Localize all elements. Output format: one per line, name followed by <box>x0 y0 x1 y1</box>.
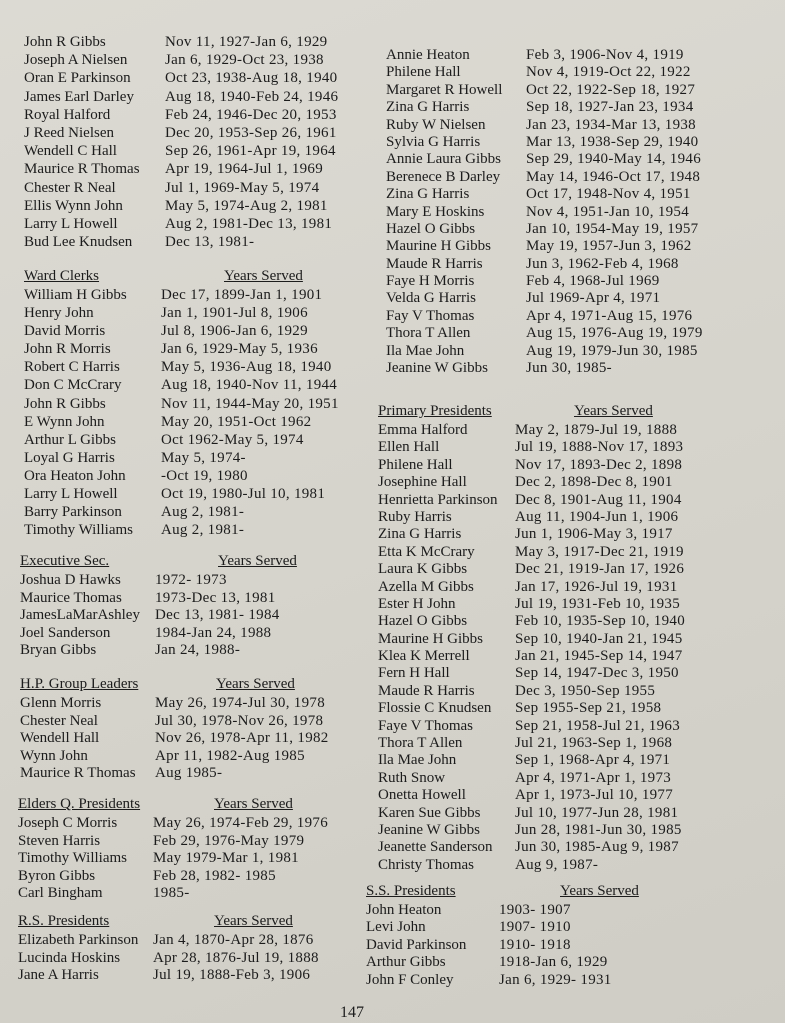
years-served: Dec 20, 1953-Sep 26, 1961 <box>165 124 337 141</box>
person-name: Hazel O Gibbs <box>386 220 476 237</box>
years-served: May 14, 1946-Oct 17, 1948 <box>526 168 701 185</box>
person-name: Chester R Neal <box>24 179 116 196</box>
years-served: Oct 22, 1922-Sep 18, 1927 <box>526 81 696 98</box>
person-name: JamesLaMarAshley <box>20 607 140 624</box>
person-name: Maude R Harris <box>378 682 475 699</box>
years-served: Jan 24, 1988- <box>155 642 241 659</box>
person-name: Bryan Gibbs <box>20 642 97 659</box>
years-served: Sep 10, 1940-Jan 21, 1945 <box>515 630 683 647</box>
person-name: Ila Mae John <box>386 342 465 359</box>
page-number: 147 <box>340 1004 364 1021</box>
years-served: Mar 13, 1938-Sep 29, 1940 <box>526 133 699 150</box>
person-name: Flossie C Knudsen <box>378 700 492 717</box>
person-name: Jane A Harris <box>18 967 99 983</box>
years-served: Aug 18, 1940-Nov 11, 1944 <box>161 377 338 394</box>
person-name: Oran E Parkinson <box>24 70 131 87</box>
person-name: John R Gibbs <box>24 34 106 50</box>
person-name: Wendell C Hall <box>24 143 117 160</box>
person-name: Ellis Wynn John <box>24 197 123 214</box>
person-name: Zina G Harris <box>378 526 462 543</box>
person-name: Emma Halford <box>378 422 468 438</box>
person-name: Joel Sanderson <box>20 624 111 641</box>
person-name: Hazel O Gibbs <box>378 613 468 630</box>
years-served: Jun 3, 1962-Feb 4, 1968 <box>526 255 679 272</box>
years-served: Jun 30, 1985-Aug 9, 1987 <box>515 839 679 856</box>
years-served: Jul 8, 1906-Jan 6, 1929 <box>161 323 308 340</box>
person-name: Maurine H Gibbs <box>386 238 491 255</box>
person-name: Philene Hall <box>386 64 461 81</box>
person-name: Velda G Harris <box>386 290 476 307</box>
years-served: Nov 4, 1951-Jan 10, 1954 <box>526 203 690 220</box>
person-name: Klea K Merrell <box>378 648 470 665</box>
years-served: Apr 19, 1964-Jul 1, 1969 <box>165 161 324 178</box>
years-served: Sep 18, 1927-Jan 23, 1934 <box>526 99 694 116</box>
person-name: Ruby W Nielsen <box>386 116 486 133</box>
years-served: Jan 21, 1945-Sep 14, 1947 <box>515 648 683 665</box>
person-name: Sylvia G Harris <box>386 133 481 150</box>
years-served: 1910- 1918 <box>499 936 571 953</box>
person-name: Ila Mae John <box>378 752 457 769</box>
person-name: Fay V Thomas <box>386 307 475 324</box>
person-name: Chester Neal <box>20 712 98 729</box>
years-served: Aug 2, 1981- <box>161 504 245 521</box>
person-name: Henrietta Parkinson <box>378 491 498 508</box>
person-name: Onetta Howell <box>378 787 466 804</box>
years-served: Aug 15, 1976-Aug 19, 1979 <box>526 325 703 342</box>
person-name: Jeanette Sanderson <box>378 839 493 856</box>
person-name: Thora T Allen <box>378 735 463 752</box>
years-served-label: Years Served <box>214 796 293 812</box>
section-title: Elders Q. Presidents <box>18 796 141 812</box>
person-name: Steven Harris <box>18 832 101 849</box>
years-served: Nov 11, 1944-May 20, 1951 <box>161 395 339 412</box>
years-served: Jul 30, 1978-Nov 26, 1978 <box>155 712 324 729</box>
years-served: Oct 19, 1980-Jul 10, 1981 <box>161 486 326 503</box>
person-name: Maurice R Thomas <box>24 161 140 178</box>
person-name: John R Morris <box>24 341 111 358</box>
years-served: Feb 29, 1976-May 1979 <box>153 832 305 849</box>
section-title: S.S. Presidents <box>366 883 456 899</box>
years-served: Oct 17, 1948-Nov 4, 1951 <box>526 186 691 203</box>
years-served: Apr 1, 1973-Jul 10, 1977 <box>515 787 674 804</box>
years-served: Jan 17, 1926-Jul 19, 1931 <box>515 578 678 595</box>
person-name: Maurice Thomas <box>20 589 122 606</box>
person-name: Joseph C Morris <box>18 815 118 831</box>
person-name: David Morris <box>24 323 106 340</box>
person-name: James Earl Darley <box>24 88 134 105</box>
person-name: Ellen Hall <box>378 439 440 456</box>
person-name: Timothy Williams <box>24 522 134 539</box>
years-served: Sep 1, 1968-Apr 4, 1971 <box>515 752 671 769</box>
person-name: David Parkinson <box>366 936 467 953</box>
years-served: Aug 9, 1987- <box>515 856 599 873</box>
years-served: Jun 30, 1985- <box>526 360 612 377</box>
years-served: 1985- <box>153 885 190 901</box>
years-served: Jul 19, 1888-Nov 17, 1893 <box>515 439 684 456</box>
person-name: Maurine H Gibbs <box>378 630 483 647</box>
person-name: Levi John <box>366 919 426 936</box>
person-name: Etta K McCrary <box>378 543 475 560</box>
years-served: Dec 21, 1919-Jan 17, 1926 <box>515 561 685 578</box>
years-served: Jan 4, 1870-Apr 28, 1876 <box>153 932 314 948</box>
years-served: Apr 11, 1982-Aug 1985 <box>155 747 305 764</box>
person-name: Royal Halford <box>24 106 111 123</box>
person-name: John Heaton <box>366 902 442 918</box>
years-served: Nov 26, 1978-Apr 11, 1982 <box>155 730 329 746</box>
person-name: J Reed Nielsen <box>24 124 114 141</box>
person-name: Don C McCrary <box>24 377 122 394</box>
person-name: Elizabeth Parkinson <box>18 932 139 948</box>
person-name: John F Conley <box>366 971 454 988</box>
years-served: May 5, 1974-Aug 2, 1981 <box>165 197 328 214</box>
person-name: Zina G Harris <box>386 186 470 203</box>
years-served-label: Years Served <box>574 403 653 419</box>
years-served: Oct 1962-May 5, 1974 <box>161 431 304 448</box>
person-name: Carl Bingham <box>18 885 103 901</box>
years-served: Jul 1, 1969-May 5, 1974 <box>165 179 320 196</box>
years-served: Dec 17, 1899-Jan 1, 1901 <box>161 287 323 303</box>
section-title: Primary Presidents <box>378 403 492 419</box>
person-name: Christy Thomas <box>378 856 474 873</box>
person-name: Loyal G Harris <box>24 449 115 466</box>
years-served: 1972- 1973 <box>155 572 227 588</box>
person-name: Glenn Morris <box>20 695 102 711</box>
years-served: 1973-Dec 13, 1981 <box>155 589 276 606</box>
years-served: Jul 19, 1888-Feb 3, 1906 <box>153 967 311 983</box>
years-served: Jul 10, 1977-Jun 28, 1981 <box>515 804 679 821</box>
person-name: William H Gibbs <box>24 287 127 303</box>
years-served-label: Years Served <box>218 553 297 569</box>
person-name: Laura K Gibbs <box>378 561 468 578</box>
years-served: Apr 28, 1876-Jul 19, 1888 <box>153 949 319 966</box>
years-served: Jan 6, 1929-May 5, 1936 <box>161 341 318 358</box>
years-served: 1984-Jan 24, 1988 <box>155 624 272 641</box>
person-name: E Wynn John <box>24 413 105 430</box>
years-served: Oct 23, 1938-Aug 18, 1940 <box>165 70 338 87</box>
person-name: Byron Gibbs <box>18 867 96 884</box>
person-name: Robert C Harris <box>24 359 120 376</box>
years-served: Aug 2, 1981- <box>161 522 245 539</box>
person-name: Arthur Gibbs <box>366 954 446 971</box>
person-name: Ora Heaton John <box>24 467 126 484</box>
years-served: -Oct 19, 1980 <box>161 467 248 484</box>
person-name: John R Gibbs <box>24 395 106 412</box>
years-served: May 5, 1974- <box>161 449 246 466</box>
years-served: May 3, 1917-Dec 21, 1919 <box>515 543 684 560</box>
person-name: Larry L Howell <box>24 486 118 503</box>
person-name: Maurice R Thomas <box>20 765 136 781</box>
years-served: May 1979-Mar 1, 1981 <box>153 850 299 866</box>
years-served: Aug 1985- <box>155 765 223 781</box>
person-name: Azella M Gibbs <box>378 578 474 595</box>
person-name: Philene Hall <box>378 456 453 473</box>
person-name: Timothy Williams <box>18 850 128 866</box>
years-served: May 20, 1951-Oct 1962 <box>161 413 312 430</box>
years-served: Jul 1969-Apr 4, 1971 <box>526 290 661 307</box>
years-served: Dec 8, 1901-Aug 11, 1904 <box>515 491 682 508</box>
person-name: Thora T Allen <box>386 325 471 342</box>
person-name: Lucinda Hoskins <box>18 949 121 966</box>
person-name: Ruth Snow <box>378 769 446 786</box>
years-served: Nov 11, 1927-Jan 6, 1929 <box>165 34 328 50</box>
person-name: Zina G Harris <box>386 99 470 116</box>
years-served: Aug 18, 1940-Feb 24, 1946 <box>165 88 339 105</box>
person-name: Fern H Hall <box>378 665 450 682</box>
years-served: 1918-Jan 6, 1929 <box>499 954 608 971</box>
years-served: Nov 4, 1919-Oct 22, 1922 <box>526 64 691 81</box>
years-served: May 2, 1879-Jul 19, 1888 <box>515 422 678 438</box>
section-title: H.P. Group Leaders <box>20 676 139 692</box>
years-served: May 26, 1974-Feb 29, 1976 <box>153 815 328 831</box>
years-served: Jan 6, 1929-Oct 23, 1938 <box>165 52 324 69</box>
years-served: Dec 2, 1898-Dec 8, 1901 <box>515 474 673 491</box>
years-served: Apr 4, 1971-Aug 15, 1976 <box>526 307 693 324</box>
person-name: Jeanine W Gibbs <box>386 360 488 377</box>
years-served: Jan 6, 1929- 1931 <box>499 971 612 988</box>
years-served: Apr 4, 1971-Apr 1, 1973 <box>515 769 672 786</box>
section-title: Executive Sec. <box>20 553 110 569</box>
years-served: Aug 19, 1979-Jun 30, 1985 <box>526 342 698 359</box>
years-served: Nov 17, 1893-Dec 2, 1898 <box>515 456 683 473</box>
years-served-label: Years Served <box>214 913 293 929</box>
person-name: Ester H John <box>378 595 456 612</box>
years-served: Aug 11, 1904-Jun 1, 1906 <box>515 508 679 525</box>
years-served-label: Years Served <box>560 883 639 899</box>
years-served: May 5, 1936-Aug 18, 1940 <box>161 359 332 376</box>
years-served: Sep 29, 1940-May 14, 1946 <box>526 151 701 168</box>
years-served: Aug 2, 1981-Dec 13, 1981 <box>165 215 333 232</box>
years-served: Sep 1955-Sep 21, 1958 <box>515 700 662 717</box>
years-served: Feb 4, 1968-Jul 1969 <box>526 273 660 290</box>
years-served: May 19, 1957-Jun 3, 1962 <box>526 238 692 255</box>
years-served: Jul 21, 1963-Sep 1, 1968 <box>515 735 673 752</box>
person-name: Annie Laura Gibbs <box>386 151 501 168</box>
person-name: Henry John <box>24 305 94 322</box>
years-served: Dec 13, 1981- <box>165 234 255 251</box>
person-name: Annie Heaton <box>386 47 470 63</box>
years-served: Jun 1, 1906-May 3, 1917 <box>515 526 673 543</box>
years-served-label: Years Served <box>216 676 295 692</box>
person-name: Josephine Hall <box>378 474 467 491</box>
person-name: Berenece B Darley <box>386 168 501 185</box>
person-name: Joshua D Hawks <box>20 572 121 588</box>
years-served-label: Years Served <box>224 268 303 284</box>
years-served: Sep 14, 1947-Dec 3, 1950 <box>515 665 679 682</box>
person-name: Ruby Harris <box>378 508 452 525</box>
person-name: Maude R Harris <box>386 255 483 272</box>
years-served: Feb 28, 1982- 1985 <box>153 867 276 884</box>
person-name: Arthur L Gibbs <box>24 431 116 448</box>
person-name: Joseph A Nielsen <box>24 52 128 69</box>
years-served: Dec 13, 1981- 1984 <box>155 607 280 624</box>
years-served: Feb 3, 1906-Nov 4, 1919 <box>526 47 684 63</box>
person-name: Margaret R Howell <box>386 81 503 98</box>
person-name: Wendell Hall <box>20 730 100 746</box>
years-served: May 26, 1974-Jul 30, 1978 <box>155 695 325 711</box>
section-title: Ward Clerks <box>24 268 100 284</box>
years-served: 1903- 1907 <box>499 902 571 918</box>
person-name: Bud Lee Knudsen <box>24 234 133 251</box>
person-name: Larry L Howell <box>24 215 118 232</box>
section-title: R.S. Presidents <box>18 913 110 929</box>
years-served: Sep 26, 1961-Apr 19, 1964 <box>165 143 336 160</box>
years-served: Sep 21, 1958-Jul 21, 1963 <box>515 717 680 734</box>
years-served: Feb 24, 1946-Dec 20, 1953 <box>165 106 337 123</box>
person-name: Wynn John <box>20 747 88 764</box>
person-name: Faye H Morris <box>386 273 475 290</box>
person-name: Jeanine W Gibbs <box>378 821 480 838</box>
years-served: Jan 10, 1954-May 19, 1957 <box>526 220 699 237</box>
years-served: Jun 28, 1981-Jun 30, 1985 <box>515 821 682 838</box>
person-name: Karen Sue Gibbs <box>378 804 481 821</box>
years-served: Jan 23, 1934-Mar 13, 1938 <box>526 116 696 133</box>
years-served: Feb 10, 1935-Sep 10, 1940 <box>515 613 685 630</box>
person-name: Mary E Hoskins <box>386 203 485 220</box>
years-served: 1907- 1910 <box>499 919 571 936</box>
years-served: Jul 19, 1931-Feb 10, 1935 <box>515 595 680 612</box>
years-served: Jan 1, 1901-Jul 8, 1906 <box>161 305 308 322</box>
person-name: Faye V Thomas <box>378 717 474 734</box>
years-served: Dec 3, 1950-Sep 1955 <box>515 682 656 699</box>
person-name: Barry Parkinson <box>24 504 122 521</box>
